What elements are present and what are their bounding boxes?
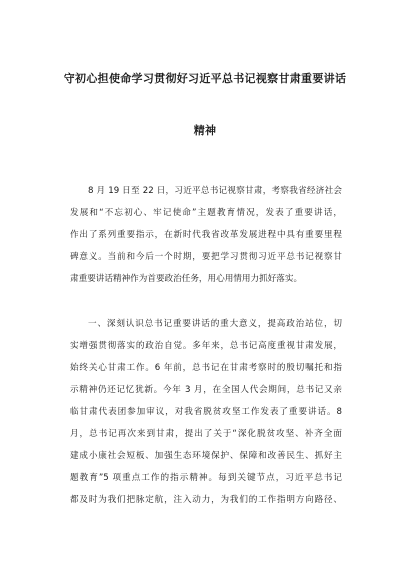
paragraph-2-line-4: 示精神仍还记忆犹新。今年 3 月，在全国人代会期间，总书记又亲 — [70, 385, 342, 395]
paragraph-1-line-3: 作出了系列重要指示，在新时代我省改革发展进程中具有重要里程 — [70, 230, 342, 240]
paragraph-2-line-3: 始终关心甘肃工作。6 年前，总书记在甘肃考察时的殷切嘱托和指 — [70, 363, 342, 373]
paragraph-2-line-9: 都及时为我们把脉定航，注入动力，为我们的工作指明方向路径、 — [70, 495, 342, 505]
paragraph-2-line-5: 临甘肃代表团参加审议，对我省脱贫攻坚工作发表了重要讲话。8 — [70, 407, 342, 417]
document-title-line-2: 精神 — [193, 124, 217, 137]
paragraph-1-line-2: 发展和“不忘初心、牢记使命”主题教育情况，发表了重要讲话， — [70, 208, 342, 218]
paragraph-2-line-1: 一、深刻认识总书记重要讲话的重大意义，提高政治站位，切 — [88, 319, 342, 329]
paragraph-2-line-7: 建成小康社会短板、加强生态环境保护、保障和改善民生、抓好主 — [70, 451, 342, 461]
paragraph-2-line-2: 实增强贯彻落实的政治自觉。多年来，总书记高度重视甘肃发展， — [70, 341, 342, 351]
paragraph-1-line-5: 肃重要讲话精神作为首要政治任务，用心用情用力抓好落实。 — [70, 274, 303, 284]
paragraph-1-line-4: 碑意义。当前和今后一个时期，要把学习贯彻习近平总书记视察甘 — [70, 252, 342, 262]
paragraph-2-line-8: 题教育”5 项重点工作的指示精神。每到关键节点，习近平总书记 — [70, 473, 342, 483]
paragraph-1-line-1: 8 月 19 日至 22 日，习近平总书记视察甘肃，考察我省经济社会 — [88, 186, 342, 196]
paragraph-2-line-6: 月，总书记再次来到甘肃，提出了关于“深化脱贫攻坚、补齐全面 — [70, 429, 342, 439]
document-title-line-1: 守初心担使命学习贯彻好习近平总书记视察甘肃重要讲话 — [63, 72, 347, 85]
